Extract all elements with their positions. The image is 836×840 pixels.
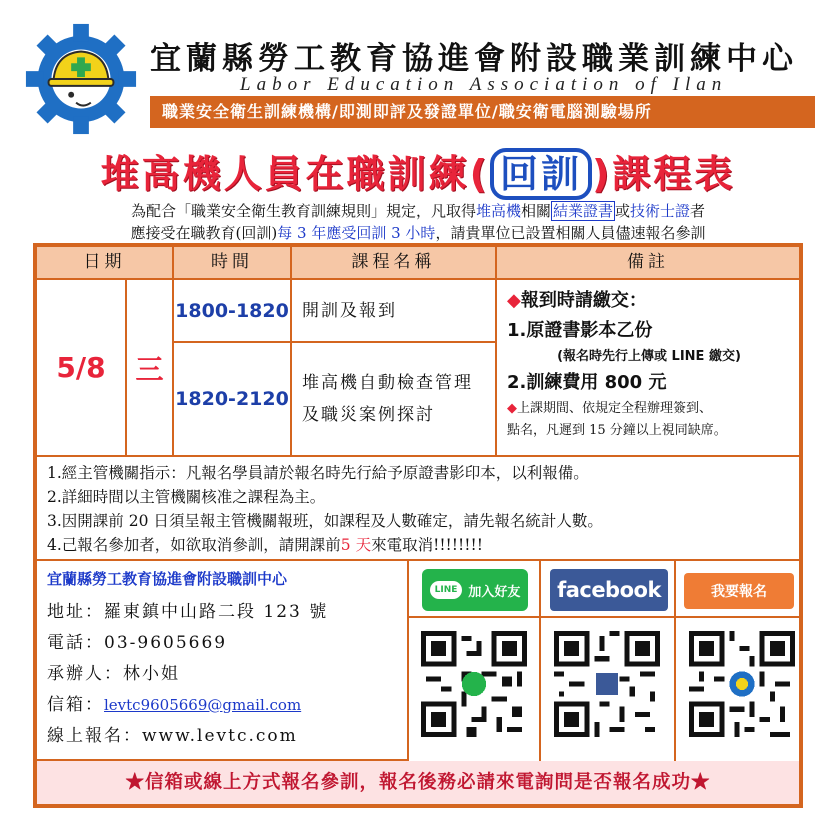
header-time: 時間	[174, 247, 292, 280]
footer-banner: ★信箱或線上方式報名參訓，報名後務必請來電詢問是否報名成功★	[37, 761, 799, 804]
notes-section	[37, 457, 799, 561]
org-banner: 職業安全衛生訓練機構/即測即評及發證單位/職安衛電腦測驗場所	[150, 96, 815, 128]
note-2: 2.詳細時間以主管機關核准之課程為主。	[47, 488, 326, 506]
remark-attendance-1: ◆上課期間、依規定全程辦理簽到、	[507, 401, 713, 416]
header-date: 日期	[37, 247, 174, 280]
schedule-frame	[33, 243, 803, 808]
line-icon: LINE	[430, 581, 463, 599]
intro-line-1: 為配合「職業安全衛生教育訓練規則」規定，凡取得堆高機相關 結業證書 或技術士證者	[130, 202, 706, 220]
remarks-cell	[497, 280, 799, 457]
course-weekday: 三	[127, 280, 174, 457]
line-qr-code-icon[interactable]	[421, 631, 527, 737]
header-remark: 備註	[497, 247, 799, 280]
website-qr-code-icon[interactable]	[689, 631, 795, 737]
contact-phone: 電話：03-9605669	[47, 633, 228, 653]
title-highlight: 回訓	[490, 148, 592, 200]
note-1: 1.經主管機關指示：凡報名學員請於報名時先行給予原證書影印本，以利報備。	[47, 464, 589, 482]
divider	[674, 561, 676, 761]
contact-address: 地址：羅東鎮中山路二段 123 號	[47, 602, 329, 622]
org-english-name: Labor Education Association of Ilan	[240, 74, 728, 95]
contact-email: 信箱：levtc9605669@gmail.com	[47, 695, 302, 715]
header-course: 課程名稱	[292, 247, 497, 280]
remark-attendance-2: 點名，凡遲到 15 分鐘以上視同缺席。	[507, 423, 727, 438]
session-course-1: 開訓及報到	[292, 280, 497, 343]
red-diamond-icon: ◆	[507, 401, 517, 416]
contact-section	[37, 561, 409, 761]
intro-line-2: 應接受在職教育(回訓)每 3 年應受回訓 3 小時，請貴單位已設置相關人員儘速報名參訓	[130, 224, 706, 242]
red-diamond-icon: ◆	[507, 290, 521, 311]
session-time-1: 1800-1820	[174, 280, 292, 343]
divider	[409, 616, 799, 618]
page-title: 堆高機人員在職訓練( 回訓 )課程表	[0, 143, 836, 198]
helmet-gear-logo-icon	[22, 20, 140, 138]
note-3: 3.因開課前 20 日須呈報主管機關報班，如課程及人數確定，請先報名統計人數。	[47, 512, 603, 530]
email-link[interactable]: levtc9605669@gmail.com	[104, 696, 302, 714]
register-button[interactable]: 我要報名	[684, 573, 794, 609]
remark-checkin: ◆報到時請繳交：	[507, 290, 647, 311]
contact-org: 宜蘭縣勞工教育協進會附設職訓中心	[47, 570, 288, 588]
remark-upload-note: (報名時先行上傳或 LINE 繳交)	[557, 349, 741, 364]
divider	[539, 561, 541, 761]
org-title: 宜蘭縣勞工教育協進會附設職業訓練中心	[150, 41, 798, 77]
remark-fee: 2.訓練費用 800 元	[507, 372, 667, 393]
contact-person: 承辦人：林小姐	[47, 664, 180, 684]
contact-online: 線上報名：www.levtc.com	[47, 726, 298, 746]
facebook-qr-code-icon[interactable]	[554, 631, 660, 737]
session-course-2: 堆高機自動檢查管理 及職災案例探討	[292, 343, 497, 457]
remark-certificate: 1.原證書影本乙份	[507, 320, 653, 341]
line-add-friend-button[interactable]: LINE 加入好友	[422, 569, 528, 611]
session-time-2: 1820-2120	[174, 343, 292, 457]
note-4: 4.己報名參加者，如欲取消參訓，請開課前5 天來電取消!!!!!!!!	[47, 536, 483, 554]
facebook-button[interactable]: facebook	[550, 569, 668, 611]
course-date: 5/8	[37, 280, 127, 457]
